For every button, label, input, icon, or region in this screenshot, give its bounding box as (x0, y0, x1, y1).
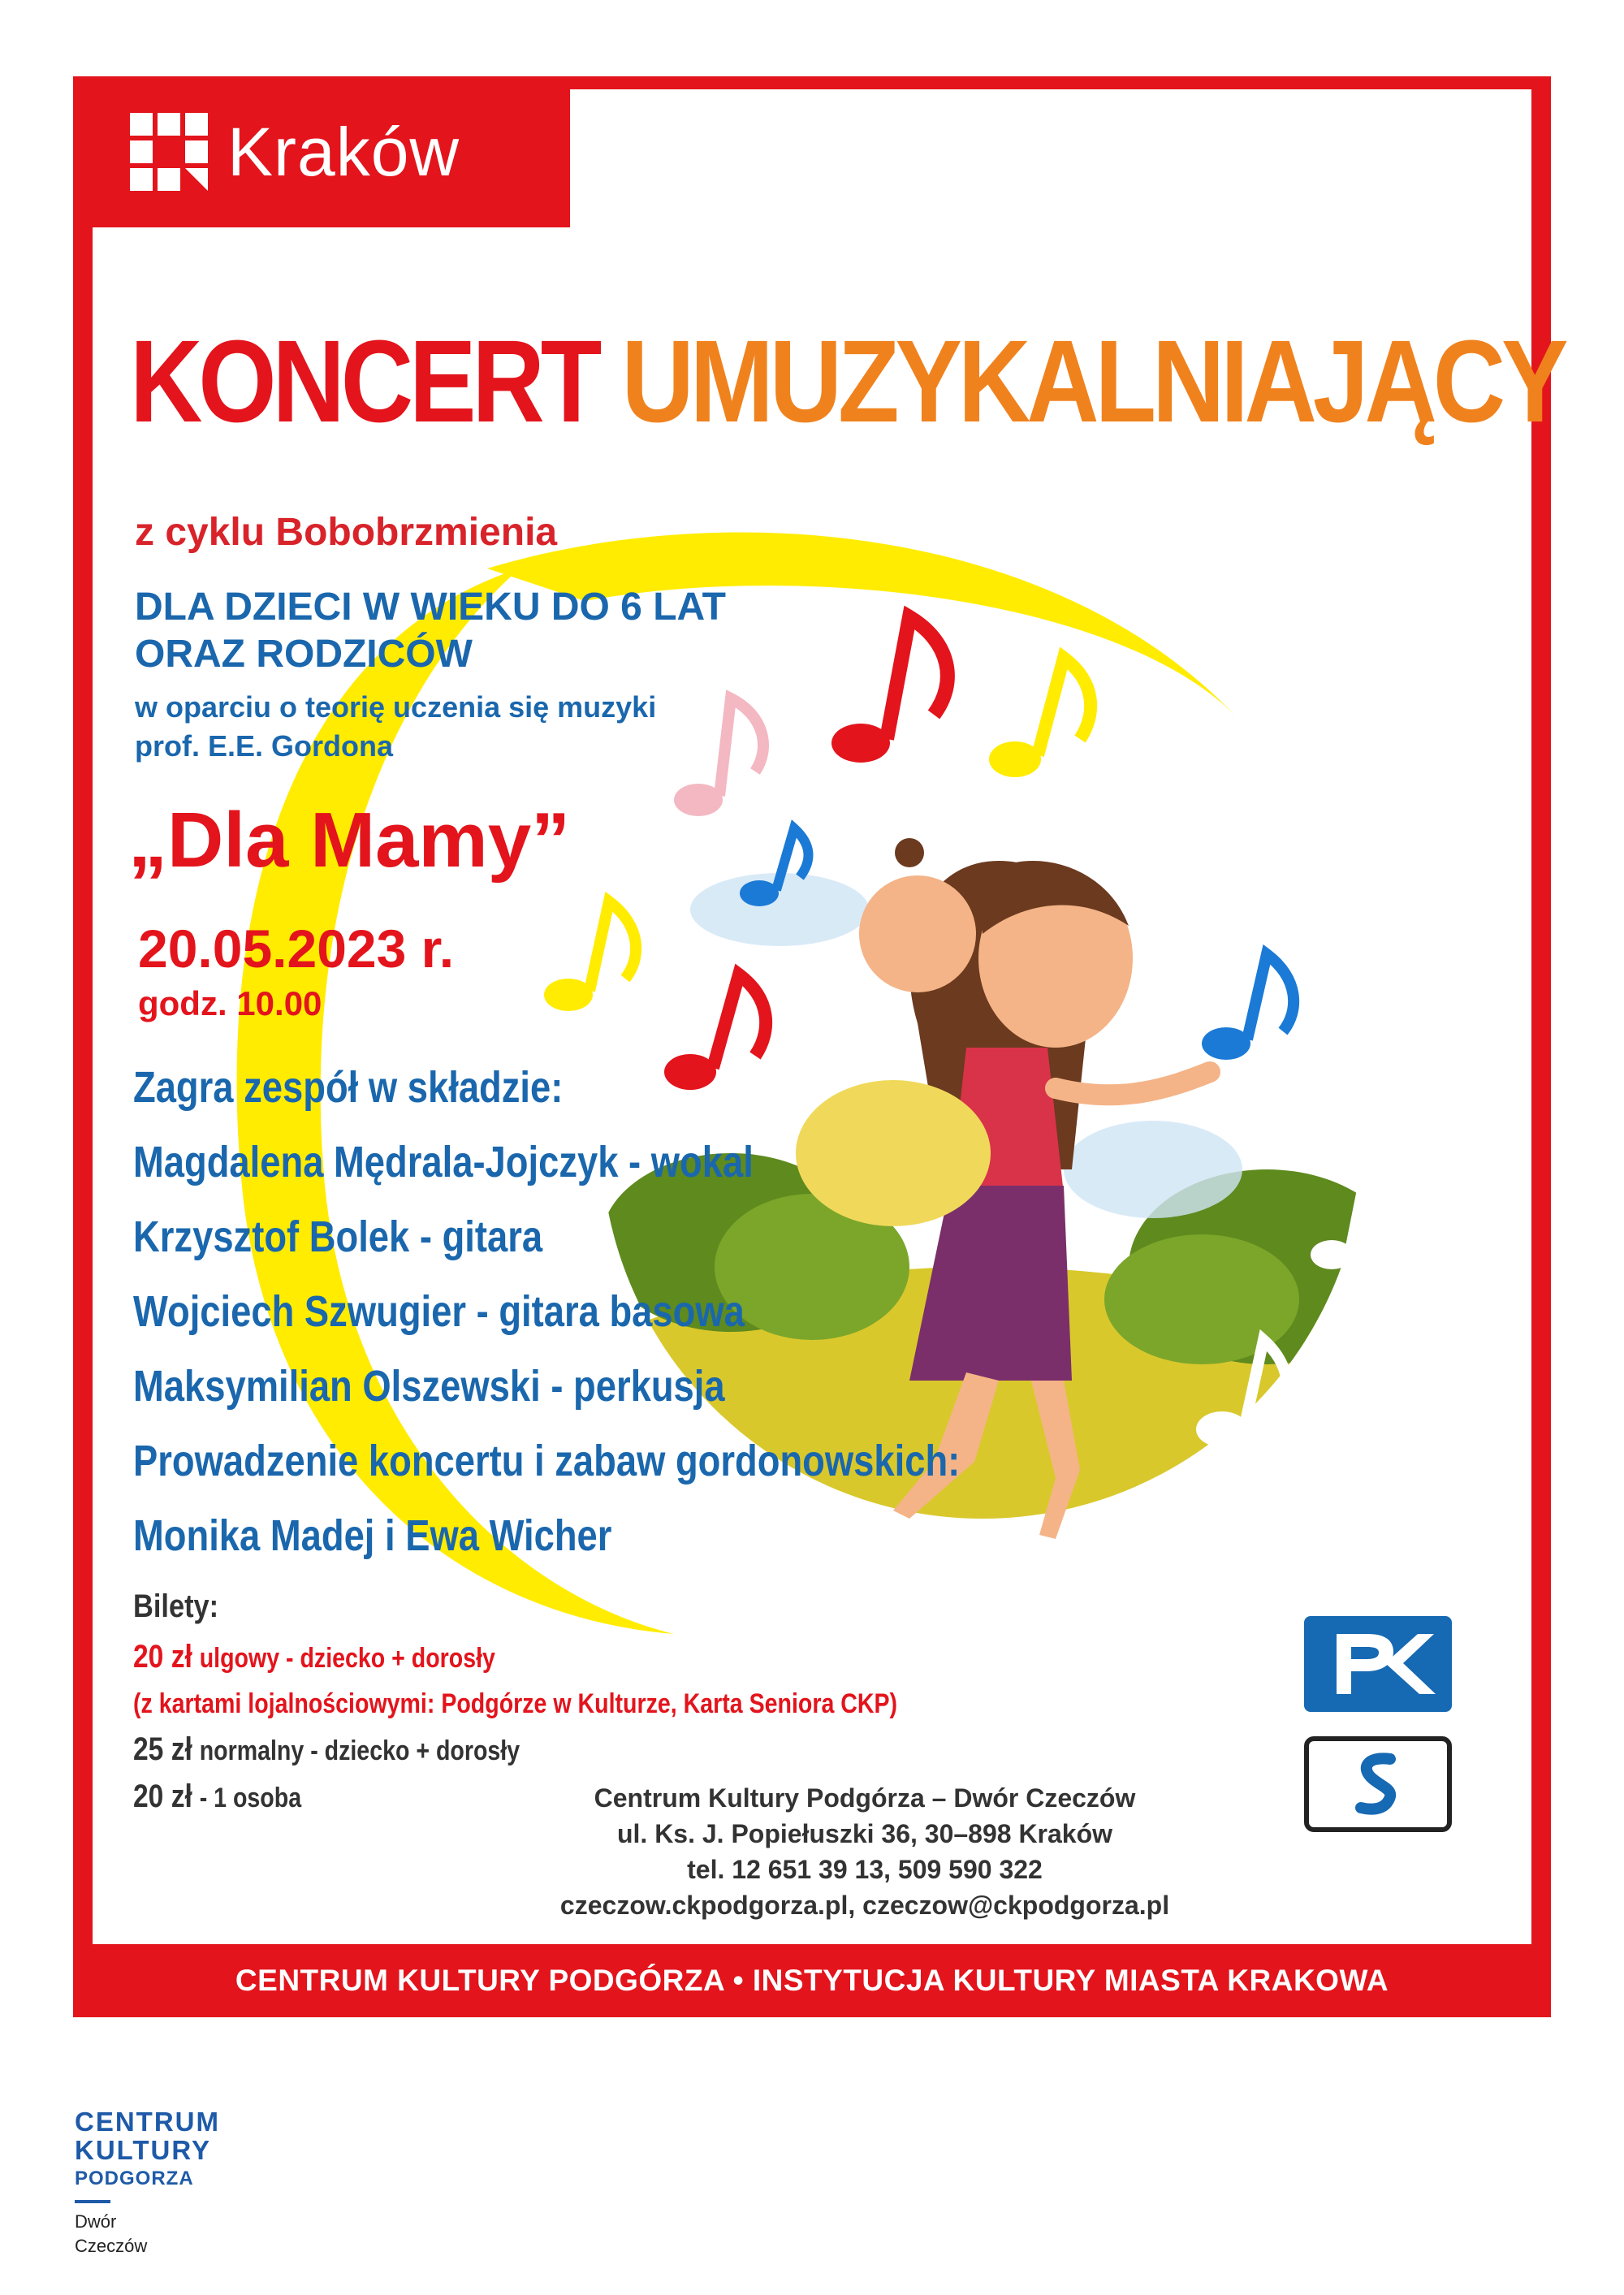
ticket-desc: - 1 osoba (199, 1783, 302, 1813)
ticket-reduced (133, 1639, 495, 1675)
series-subtitle: z cyklu Bobobrzmienia (135, 511, 558, 554)
footer-logo-line-1: CENTRUM (75, 2107, 220, 2137)
ticket-desc: normalny - dziecko + dorosły (199, 1735, 520, 1766)
ticket-price: 25 zł (133, 1731, 192, 1767)
event-time: godz. 10.00 (138, 984, 322, 1022)
footer-logo-line-4: Dwór (75, 2211, 117, 2232)
krakow-brand-text: Kraków (227, 113, 460, 190)
ticket-note (133, 1686, 897, 1721)
hosts-names: Monika Madej i Ewa Wicher (133, 1511, 612, 1560)
ticket-single (133, 1779, 301, 1815)
s-logo-icon (1304, 1736, 1452, 1832)
event-date: 20.05.2023 r. (138, 918, 455, 979)
lineup-member: Krzysztof Bolek - gitara (133, 1212, 543, 1261)
ckp-logo-icon (1304, 1616, 1452, 1712)
lineup-member: Wojciech Szwugier - gitara basowa (133, 1287, 745, 1336)
krakow-logo-icon (130, 113, 208, 191)
venue-name: Centrum Kultury Podgórza – Dwór Czeczów (594, 1783, 1136, 1813)
ckp-footer-logo (75, 2108, 220, 2258)
lineup-member: Magdalena Mędrala-Jojczyk - wokal (133, 1138, 754, 1186)
ticket-normal (133, 1731, 520, 1768)
footer-logo-line-5: Czeczów (75, 2235, 148, 2256)
title-koncert: KONCERT (130, 316, 598, 447)
venue-web: czeczow.ckpodgorza.pl, czeczow@ckpodgorza.pl (559, 1891, 1170, 1920)
krakow-badge (73, 76, 570, 227)
tickets-label: Bilety: (133, 1588, 219, 1624)
footer-band: CENTRUM KULTURY PODGÓRZA • INSTYTUCJA KULTURY MIASTA KRAKOWA (73, 1944, 1551, 2017)
lineup-member: Maksymilian Olszewski - perkusja (133, 1362, 725, 1411)
audience-line-1: DLA DZIECI W WIEKU DO 6 LAT (135, 586, 726, 629)
ticket-desc: ulgowy - dziecko + dorosły (199, 1643, 495, 1674)
footer-logo-line-3: PODGORZA (75, 2168, 194, 2190)
footer-logo-line-2: KULTURY (75, 2134, 211, 2165)
ticket-loyalty-note: (z kartami lojalnościowymi: Podgórze w Kulturze, Karta Seniora CKP) (133, 1688, 898, 1719)
venue-phone: tel. 12 651 39 13, 509 590 322 (687, 1855, 1043, 1884)
method-line-2: prof. E.E. Gordona (135, 729, 394, 763)
venue-address: ul. Ks. J. Popiełuszki 36, 30–898 Kraków (616, 1819, 1113, 1848)
event-title: „Dla Mamy” (128, 797, 571, 884)
lineup-intro: Zagra zespół w składzie: (133, 1063, 564, 1112)
ticket-price: 20 zł (133, 1779, 192, 1814)
ticket-price: 20 zł (133, 1639, 192, 1675)
footer-logo-divider (75, 2200, 110, 2203)
hosts-label: Prowadzenie koncertu i zabaw gordonowskich: (133, 1437, 961, 1485)
concert-title (130, 316, 1565, 447)
audience-line-2: ORAZ RODZICÓW (135, 633, 473, 676)
method-line-1: w oparciu o teorię uczenia się muzyki (135, 690, 657, 724)
title-umuzykalniajacy: UMUZYKALNIAJĄCY (621, 316, 1565, 447)
